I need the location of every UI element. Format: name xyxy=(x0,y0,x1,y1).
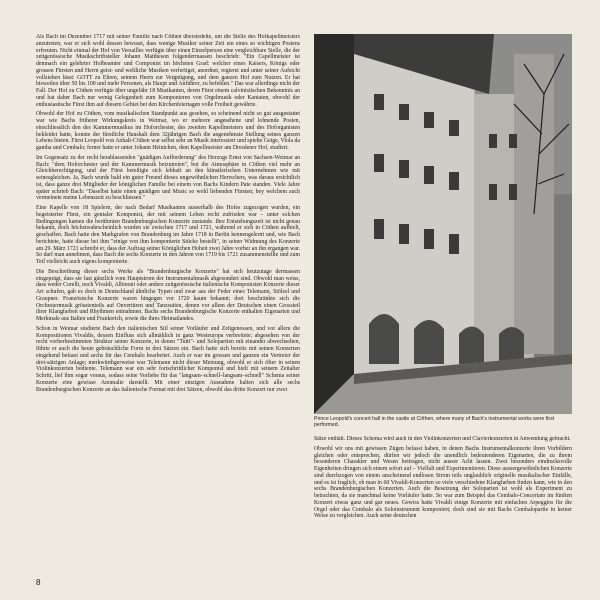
paragraph: Obwohl wir uns mit gewissen Zügen befasst haben, in denen Bachs Instrumentalkonzerte ihren Vorbildern gleichen oder entsprechen, dürfen wir jedoch die unendlich bedeutenderen Eigenarten, die zu ihrem besonderen Charakter und Wesen beitragen, nicht ausser Acht lassen. Zwei besonders eindrucksvolle Eigenheiten dringen sich einem sofort auf – Vielfalt und Experimentieren. Diese aussergewöhnlichen Konzerte sind durchzogen von einem anscheinend endlosen Strom teils unglaublich originelle musikalischer Einfälle, und es ist fraglich, ob man in 60 Vivaldi-Konzerten so viele verschiedene Klangfarben finden kann, wie in den sechs Brandenburgischen Konzerten. Auch die Besetzung der Soloparten ist wohl als Experiment zu betrachten, da sie manchmal keine Vorläufer hatte. So war zum Beispiel das Cembalo-Concertato im fünften Konzert etwas ganz und gar neues. Gewiss hatte Vivaldi einige Konzerte mit einfachen Arpeggios für die Orgel oder das Cembalo als Soloinstrument komponiert; doch sind sie mit Bachs Cembalopartie in keiner Weise zu vergleichen. Auch seine deutschen xyxy=(314,445,572,520)
paragraph: Die Beschreibung dieser sechs Werke als "Brandenburgische Konzerte" hat sich heutzutage dermassen eingeprägt, dass sie fast gänzlich vom Hauptstrom der Instrumentalmusik abgesondert sind. Obwohl man weiss, dass weder Corelli, noch Vivaldi, Albinoni oder andere zeitgenössische italienische Komponisten Konzerte dieser Art schufen, gab es doch in Deutschland ähnliche Typen und zwar aus der Feder eines Telemann, Stölzel und Graupner. Französische Konzerte waren hingegen vor 1720 kaum bekannt; dort beschränkte sich die Orchestermusik grösstenteils auf Ouvertüren und Tanzsuiten, denen vor allem der Deutschen einen Grossteil ihrer Klangfarben und Rhythmen entnahmen. Bachs sechs Brandenburgische Konzerte enthalten Eigenarten und Merkmale aus Italien und Frankreich, sowie die ihres Heimatlandes. xyxy=(36,268,300,322)
paragraph: Im Gegensatz zu der recht herablassenden "gnädigen Aufforderung" des Herzogs Ernst von Sachsen-Weimar an Bach: "dem Hoforchester und der Kammermusik beizutreten", bot die Atmosphäre in Cöthen viel mehr an Gleichberechtigung, und der Fürst beteiligte sich lebhaft an den künstlerischen Unternehmen wie mit seinesgleichen. Ja, Bach wurde bald ein guter Freund dieses ungewöhnlichen Herrschers, was daraus ersichtlich ist, dass ganze drei Mitglieder der königlichen Familie bei einem von Bachs Kindern Pate standen. Viele Jahre später schrieb Bach: "Daselbst hatte einen gnädigen und Music so wohl liebenden Fürsten; bey welchem auch vermeinete meine Lebenszeit zu beschliessen." xyxy=(36,154,300,202)
paragraph: Eine Kapelle von 18 Spielern, der nach Bedarf Musikanten ausserhalb des Hofes zugezogen wurden, ein begeisterter Fürst, ein genialer Komponist, der mit seinem Leben recht zufrieden war – unter solchen Bedingungen kamen die berühmten Brandenburgischen Konzerte zustande. Ihre Entstehungszeit ist nicht genau bekannt, doch höchstwahrscheinlich wurden sie zwischen 1717 und 1721, während er sich in Cöthen aufhielt, geschaffen. Bach hatte den Markgrafen von Brandenburg im Jahre 1718 in Berlin kennengelernt und, wie Bach berichtete, hatte dieser bei ihm "einige von ihm komponierte Stücke bestellt", in seiner Widmung des Konzerte am 29. März 1721 schreibt er, dass der Auftrag seiner Königlichen Hoheit zwei Jahre vorher an ihn ergangen war. So darf man annehmen, dass Bach die sechs Konzerte in den Jahren von 1719 bis 1721 zusammenstellte und zum Teil vielleicht auch eigens komponierte. xyxy=(36,205,300,265)
right-text-column xyxy=(314,436,572,568)
paragraph: Obwohl der Hof zu Cöthen, vom musikalischen Standpunkt aus gesehen, so scheinend nicht so gut ausgestattet war wie Bachs früherer Wirkungskreis in Weimar, wo er mehrere angesehene und lohnende Posten, einschliesslich den des Kammermusikus im Hoforchester, des zweiten Kapellmeisters und des Hoforganisten bekleidet hatte, konnte der fürstliche Haushalt dem 32jährigen Bach die angenehmste Stellung seines ganzen Lebens bieten. Fürst Leopold von Anhalt-Cöthen war selbst sehr an Musik interessiert und spielte Geige, Viola da gamba und Cembalo; ferner hatte er unter Johann Heinichen, dem Kapellmeister am Dresdener Hof, studiert. xyxy=(36,111,300,151)
photo-caption: Prince Leopold's concert hall in the castle at Cöthen, where many of Bach's instrumental works were first performed. xyxy=(314,416,555,429)
left-text-column xyxy=(36,34,300,568)
paragraph: Als Bach im Dezember 1717 mit seiner Familie nach Cöthen übersiedelte, um die Stelle des Hofkapellmeisters anzutreten, war er sich wohl dessen bewusst, dass wenige Musiker seiner Zeit ein eines so wichtigen Postens erfreuten. Nicht einmal der Hof von Versailles verfügte über einen Einzelperson eine vergleichbare Stelle, die der zeitgenössische Musikschriftsteller Johann Mattheson folgendermassen beschrieb: "Ein Capellmeister ist demnach ein gelehrter Hofbeamter und Componist im höchsten Grad: welcher eines Kaisers, Königs oder grossen Fürsten und Herrn geist- und weltliche Musiken verfertiget, anordnet, regieret und unter seiner Aufsicht vollziehen lässt: GOTT zu Ehren, seinem Herrn zur Vergnügung, und dem ganzen Hof zum Nutzen. Er hat bisweilen über 50 bis 100 und mehr Personen, als Haupt und Anführer, zu befehlen." Das war allerdings nicht der Fall. Der Hof zu Cöthen verfügte über ungefähr 18 Musikanten, deren Fürst einem calvinistischen Bekenntnis an und hat daher Bach nur wenig Gelegenheit zum Komponieren von Orgelmusik oder Kantaten, obwohl der enthusiastische Fürst ihm auf diesem Gebiet bei den Kirchenfeiertagen volle Freiheit gewährte. xyxy=(36,34,300,108)
paragraph: Sätze enthält. Dieses Schema wird auch in den Violinkonzerten und Clavierkonzerten in Anwendung gebracht. xyxy=(314,436,571,442)
paragraph: Schon in Weimar studierte Bach den italienischen Stil seiner Vorläufer und Zeitgenossen, und vor allem die Kompositionen Vivaldis, dessen Einfluss sich allmählich in ganz Westeuropa verbreitete; abgesehen von der recht vorherbestimmten Struktur seiner Konzerte, in denen "Tutti"- und Solopartien mit einander abwechselten, führte er auch die heute gebräuchliche Form in drei Sätzen ein. Bach hatte sich bereits mit seinen Konzerten eingehend befasst und sechs für das Cembalo bearbeitet. Auch er war im grossen und ganzen ein Vertreter der drei-sätzigen Anlage; merkwürdigerweise war Telemann nicht dieser Meinung, obwohl er sich öfter in seinen Violinkonzerten bediente. Telemann war ein sehr fortschrittlicher Komponist und hielt mit seinem Zeitalter Schritt, lief ihm sogar voraus, sodass seine Vorliebe für das "langsam–schnell–langsam–schnell" Schema seiner Konzerte eine gewisse Anomalie darstellt. Mit einer einzigen Ausnahme halten sich alle sechs Brandenburgischen Konzerte an das italienische Format mit drei Sätzen, obwohl das dritte Konzert nur zwei xyxy=(36,325,300,393)
castle-photo xyxy=(314,34,572,414)
page-number: 8 xyxy=(36,578,41,587)
